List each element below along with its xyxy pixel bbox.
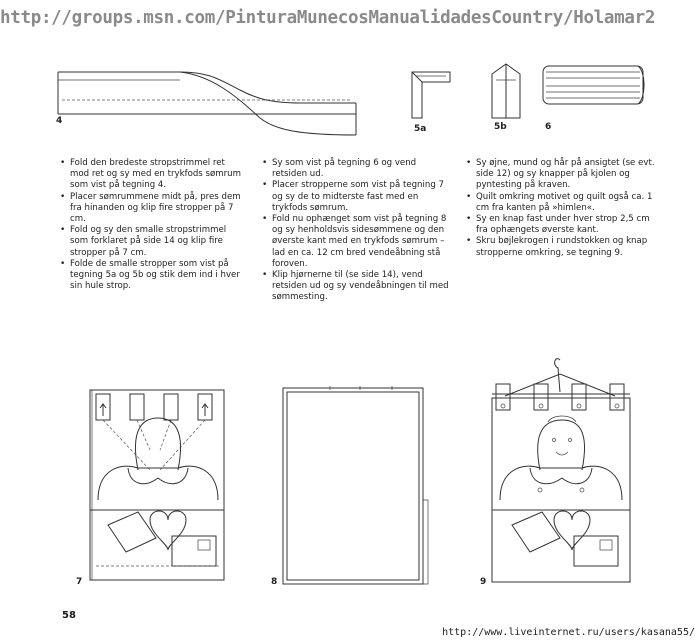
instruction-item: • Klip hjørnerne til (se side 14), vend retsiden ud og sy vendeåbningen til med sømmesting. — [262, 270, 452, 304]
figure-label-7: 7 — [76, 577, 83, 587]
drawing-finished-hanger-9 — [492, 359, 630, 582]
instructions-column-2 — [262, 158, 452, 304]
drawing-sewn-strap-6 — [543, 66, 644, 104]
drawing-panel-8 — [283, 386, 428, 584]
instruction-item: • Placer sømrummene midt på, pres dem fra hinanden og klip fire stropper på 7 cm. — [60, 192, 245, 226]
instruction-item: • Placer stropperne som vist på tegning 7 og sy de to midterste fast med en trykfods sømrum. — [262, 180, 452, 214]
instruction-item: • Quilt omkring motivet og quilt også ca. 1 cm fra kanten på »himlen«. — [466, 192, 656, 214]
drawing-hanger-7 — [90, 390, 224, 580]
instructions-column-3 — [466, 158, 656, 259]
instruction-item: • Sy en knap fast under hver strop 2,5 cm fra ophængets øverste kant. — [466, 214, 656, 236]
instruction-item: • Sy som vist på tegning 6 og vend retsiden ud. — [262, 158, 452, 180]
drawing-fold-5a — [412, 72, 450, 118]
drawing-strap-strip — [58, 72, 356, 135]
instructions-column-1 — [60, 158, 245, 292]
figure-label-6: 6 — [545, 122, 552, 132]
figure-label-8: 8 — [271, 577, 278, 587]
instruction-item: • Sy øjne, mund og hår på ansigtet (se evt. side 12) og sy knapper på kjolen og pyntesting på kraven. — [466, 158, 656, 192]
figure-label-9: 9 — [480, 577, 487, 587]
figure-label-4: 4 — [56, 116, 63, 126]
instruction-item: • Skru bøjlekrogen i rundstokken og knap stropperne omkring, se tegning 9. — [466, 236, 656, 258]
instruction-item: • Fold og sy den smalle stropstrimmel som forklaret på side 14 og klip fire stropper på 7 cm. — [60, 225, 245, 259]
watermark-url: http://groups.msn.com/PinturaMunecosManualidadesCountry/Holamar2 — [0, 8, 656, 28]
instruction-item: • Fold nu ophænget som vist på tegning 8 og sy henholdsvis sidesømmene og den øverste kant med en trykfods sømrum – lad en ca. 12 cm bred vendeåbning stå foroven. — [262, 214, 452, 270]
figure-label-5a: 5a — [414, 124, 427, 134]
footer-url: http://www.liveinternet.ru/users/kasana55/ — [442, 627, 695, 638]
drawing-fold-5b — [492, 64, 520, 118]
instruction-item: • Folde de smalle stropper som vist på tegning 5a og 5b og stik dem ind i hver sin hule strop. — [60, 259, 245, 293]
figure-label-5b: 5b — [494, 122, 507, 132]
instruction-item: • Fold den bredeste stropstrimmel ret mod ret og sy med en trykfods sømrum som vist på tegning 4. — [60, 158, 245, 192]
page-number: 58 — [62, 610, 76, 621]
